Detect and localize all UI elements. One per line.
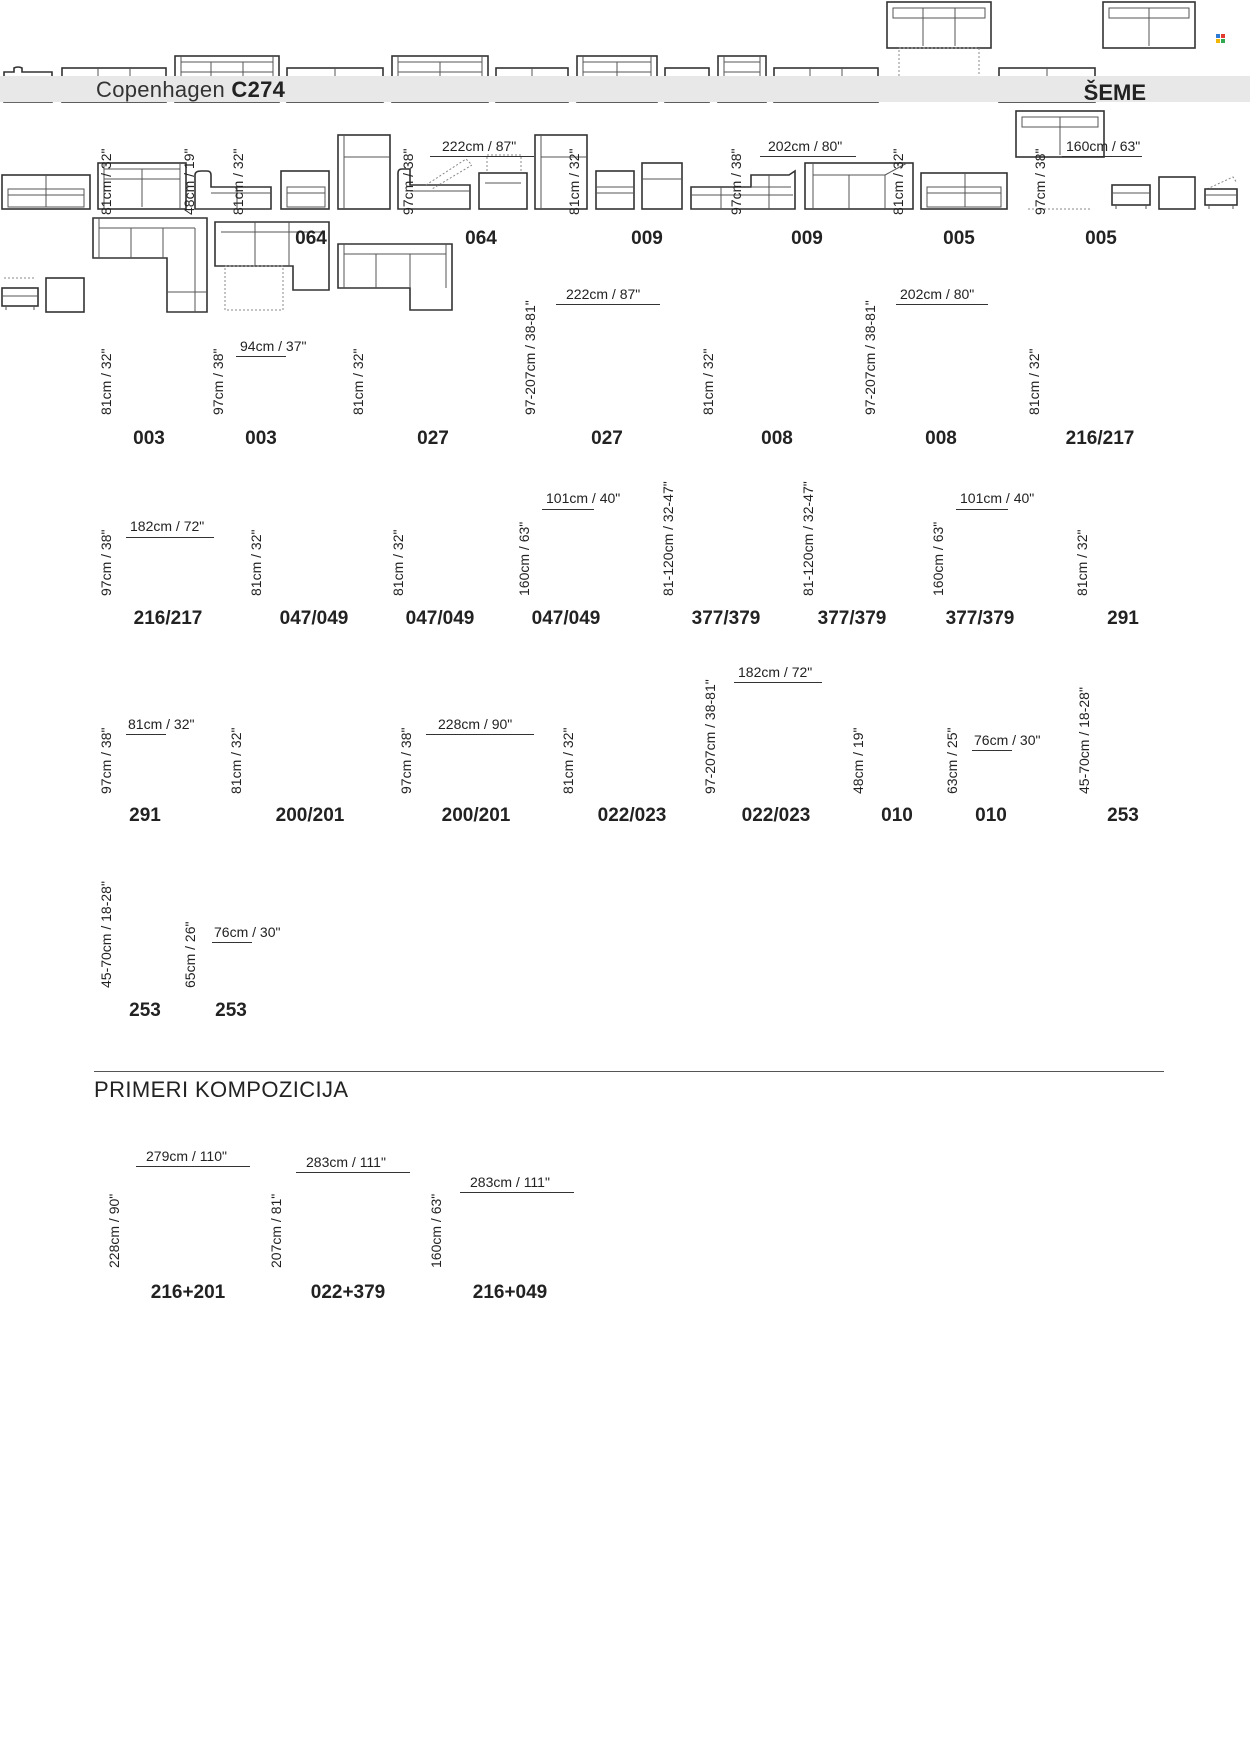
height-dimension: 81cm / 32" xyxy=(248,529,264,596)
height-dimension: 81cm / 32" xyxy=(700,348,716,415)
model-code: 047/049 xyxy=(531,608,601,629)
dimension-line xyxy=(236,356,286,357)
sofa-front-icon xyxy=(0,171,92,211)
section-title: PRIMERI KOMPOZICIJA xyxy=(94,1077,349,1102)
model-code: 216/217 xyxy=(133,608,203,629)
height-dimension: 45-70cm / 18-28" xyxy=(98,881,114,988)
width-dimension: 94cm / 37" xyxy=(240,338,307,354)
dimension-line xyxy=(896,304,988,305)
width-dimension: 182cm / 72" xyxy=(738,664,813,680)
height-dimension: 97cm / 38" xyxy=(98,529,114,596)
dimension-line xyxy=(430,156,534,157)
width-dimension: 76cm / 30" xyxy=(214,924,281,940)
width-dimension: 182cm / 72" xyxy=(130,518,205,534)
dimension-line xyxy=(460,1192,574,1193)
corner-composition-icon xyxy=(91,216,209,314)
height-dimension: 81cm / 32" xyxy=(1074,529,1090,596)
height-dimension: 97cm / 38" xyxy=(398,727,414,794)
model-code: 003 xyxy=(245,428,277,449)
model-code: 047/049 xyxy=(279,608,349,629)
height-dimension: 97-207cm / 38-81" xyxy=(702,679,718,794)
height-dimension: 48cm / 19" xyxy=(850,727,866,794)
height-dimension: 81cm / 32" xyxy=(390,529,406,596)
composition-code: 216+201 xyxy=(150,1282,226,1303)
armless-seat-top-icon xyxy=(640,161,684,211)
height-dimension: 81-120cm / 32-47" xyxy=(800,481,816,596)
width-dimension: 279cm / 110" xyxy=(146,1148,227,1164)
dimension-line xyxy=(1062,156,1142,157)
height-dimension: 81cm / 32" xyxy=(566,148,582,215)
height-dimension: 65cm / 26" xyxy=(182,921,198,988)
model-code: 027 xyxy=(417,428,449,449)
height-dimension: 81cm / 32" xyxy=(560,727,576,794)
model-code: 377/379 xyxy=(691,608,761,629)
model-code: 022/023 xyxy=(597,805,667,826)
model-code: 008 xyxy=(761,428,793,449)
section-label: ŠEME xyxy=(1083,80,1146,105)
model-code: 064 xyxy=(295,228,327,249)
width-dimension: 283cm / 111" xyxy=(306,1154,386,1170)
armless-seat-front-icon xyxy=(594,169,636,211)
width-dimension: 222cm / 87" xyxy=(442,138,517,154)
dimension-line xyxy=(760,156,856,157)
model-code: 291 xyxy=(1107,608,1139,629)
dimension-line xyxy=(126,537,214,538)
height-dimension: 81cm / 32" xyxy=(228,727,244,794)
width-dimension: 228cm / 90" xyxy=(438,716,513,732)
sofa-chaise-composition-icon xyxy=(336,242,454,314)
ottoman-top-icon xyxy=(44,274,86,314)
depth-dimension: 228cm / 90" xyxy=(106,1193,122,1268)
height-dimension: 63cm / 25" xyxy=(944,727,960,794)
model-code: 253 xyxy=(1107,805,1139,826)
page-title: Copenhagen C274 xyxy=(96,77,286,102)
height-dimension: 97cm / 38" xyxy=(98,727,114,794)
width-dimension: 76cm / 30" xyxy=(974,732,1041,748)
reclining-ottoman-front-icon xyxy=(0,274,40,314)
model-code: 064 xyxy=(465,228,497,249)
width-dimension: 101cm / 40" xyxy=(960,490,1035,506)
dimension-line xyxy=(972,750,1012,751)
depth-dimension: 160cm / 63" xyxy=(930,521,946,596)
composition-code: 022+379 xyxy=(310,1282,386,1303)
dimension-line xyxy=(126,734,166,735)
model-code: 047/049 xyxy=(405,608,475,629)
height-dimension: 97cm / 38" xyxy=(210,348,226,415)
dimension-line xyxy=(956,509,1008,510)
storage-chaise-front-icon xyxy=(477,153,529,211)
model-code: 253 xyxy=(129,1000,161,1021)
sofa-bed-top-icon xyxy=(1014,109,1106,211)
model-code: 005 xyxy=(943,228,975,249)
dimension-line xyxy=(212,942,252,943)
width-dimension: 202cm / 80" xyxy=(768,138,843,154)
width-dimension: 160cm / 63" xyxy=(1066,138,1141,154)
width-dimension: 222cm / 87" xyxy=(566,286,641,302)
model-code: 009 xyxy=(631,228,663,249)
chaise-top-icon xyxy=(336,133,392,211)
section-divider xyxy=(94,1071,1164,1072)
ottoman-top-icon xyxy=(1157,175,1199,211)
ottoman-front-icon xyxy=(1110,183,1152,211)
depth-dimension: 160cm / 63" xyxy=(516,521,532,596)
brand-logo-icon xyxy=(1216,34,1225,43)
model-code: 022/023 xyxy=(741,805,811,826)
model-code: 010 xyxy=(881,805,913,826)
height-dimension: 97cm / 38" xyxy=(400,148,416,215)
model-code: 253 xyxy=(215,1000,247,1021)
model-code: 003 xyxy=(133,428,165,449)
height-dimension: 81cm / 32" xyxy=(350,348,366,415)
height-dimension: 97-207cm / 38-81" xyxy=(862,300,878,415)
model-code: 010 xyxy=(975,805,1007,826)
depth-dimension: 207cm / 81" xyxy=(268,1193,284,1268)
model-code: 008 xyxy=(925,428,957,449)
dimension-line xyxy=(556,304,660,305)
height-dimension: 81cm / 32" xyxy=(1026,348,1042,415)
model-code: 200/201 xyxy=(275,805,345,826)
height-dimension: 81cm / 32" xyxy=(230,148,246,215)
width-dimension: 101cm / 40" xyxy=(546,490,621,506)
height-dimension: 97cm / 38" xyxy=(728,148,744,215)
model-code: 005 xyxy=(1085,228,1117,249)
composition-code: 216+049 xyxy=(472,1282,548,1303)
height-dimension: 81cm / 32" xyxy=(98,148,114,215)
seat-height-dimension: 48cm / 19" xyxy=(181,148,197,215)
dimension-line xyxy=(296,1172,410,1173)
width-dimension: 283cm / 111" xyxy=(470,1174,550,1190)
depth-dimension: 160cm / 63" xyxy=(428,1193,444,1268)
width-dimension: 202cm / 80" xyxy=(900,286,975,302)
dimension-line xyxy=(734,682,822,683)
height-dimension: 81cm / 32" xyxy=(890,148,906,215)
height-dimension: 97cm / 38" xyxy=(1032,148,1048,215)
model-code: 200/201 xyxy=(441,805,511,826)
dimension-line xyxy=(136,1166,250,1167)
height-dimension: 45-70cm / 18-28" xyxy=(1076,687,1092,794)
model-code: 291 xyxy=(129,805,161,826)
model-code: 377/379 xyxy=(817,608,887,629)
sofa-bed-front-icon xyxy=(919,169,1009,211)
dimension-line xyxy=(542,509,594,510)
reclining-ottoman-icon xyxy=(1203,175,1241,211)
model-code: 027 xyxy=(591,428,623,449)
model-code: 377/379 xyxy=(945,608,1015,629)
model-code: 009 xyxy=(791,228,823,249)
chaise-front-icon xyxy=(279,169,331,211)
height-dimension: 81-120cm / 32-47" xyxy=(660,481,676,596)
height-dimension: 81cm / 32" xyxy=(98,348,114,415)
model-code: 216/217 xyxy=(1065,428,1135,449)
dimension-line xyxy=(426,734,534,735)
height-dimension: 97-207cm / 38-81" xyxy=(522,300,538,415)
width-dimension: 81cm / 32" xyxy=(128,716,195,732)
